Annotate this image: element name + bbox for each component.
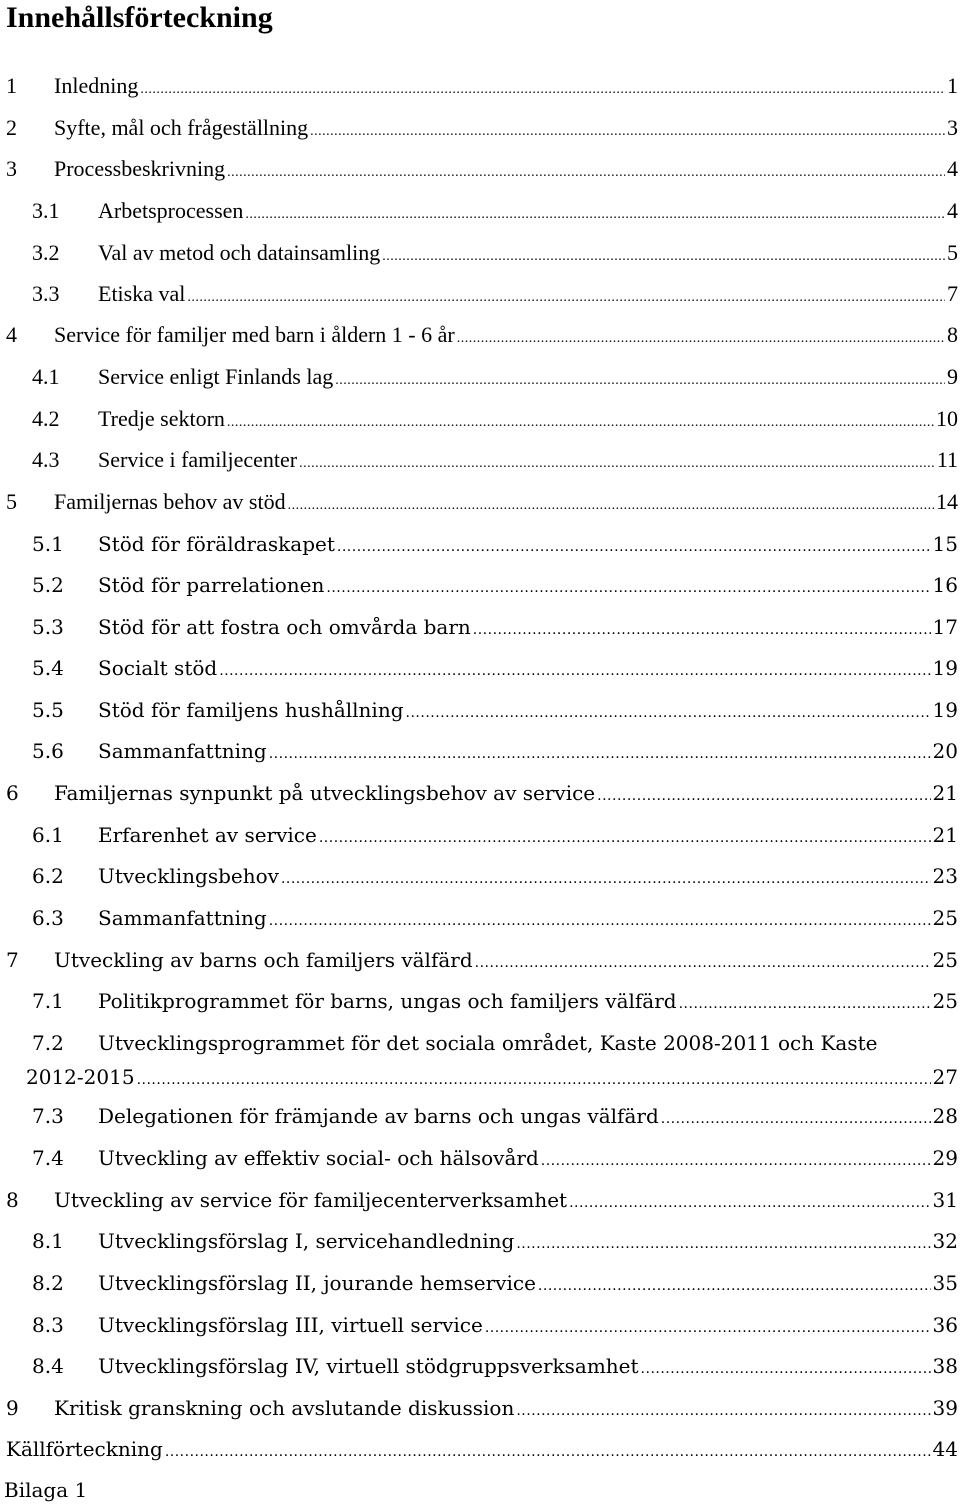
toc-dot-leader <box>140 75 945 105</box>
toc-entry[interactable] <box>6 820 958 850</box>
toc-entry[interactable] <box>6 279 958 309</box>
toc-entry-page-number: 19 <box>932 698 958 722</box>
toc-entry-line <box>98 903 958 933</box>
toc-entry-line <box>54 113 958 143</box>
toc-dot-leader <box>485 1313 931 1343</box>
toc-entry-number: 7.1 <box>32 989 64 1013</box>
toc-entry-label: Stöd för föräldraskapet <box>98 532 335 556</box>
toc-entry-line <box>54 1393 958 1423</box>
toc-entry-label: 2012-2015 <box>26 1065 135 1089</box>
toc-entry-line <box>54 1185 958 1215</box>
toc-entry[interactable] <box>6 861 958 891</box>
toc-entry-page-number: 35 <box>932 1271 958 1295</box>
toc-entry[interactable] <box>6 695 958 725</box>
toc-entry-page-number: 27 <box>932 1065 958 1089</box>
toc-entry-line <box>6 1434 958 1464</box>
toc-entry-line <box>98 1351 958 1381</box>
toc-entry[interactable] <box>6 570 958 600</box>
toc-entry-number: 3.3 <box>32 281 60 306</box>
toc-entry-number: 8.4 <box>32 1354 64 1378</box>
toc-dot-leader <box>165 1437 931 1467</box>
toc-dot-leader <box>219 656 930 686</box>
toc-entry-page-number: 32 <box>932 1229 958 1253</box>
toc-entry-page-number: 19 <box>932 656 958 680</box>
toc-entry-line <box>98 570 958 600</box>
toc-entry-page-number: 3 <box>947 115 958 140</box>
toc-entry-page-number: 7 <box>947 281 958 306</box>
toc-entry-page-number: 25 <box>932 906 958 930</box>
toc-entry-number: 7.4 <box>32 1146 64 1170</box>
toc-entry-label: Service i familjecenter <box>98 447 298 472</box>
toc-entry-number: 8 <box>6 1188 19 1212</box>
toc-entry-line <box>54 487 958 517</box>
toc-entry-label: Utvecklingsbehov <box>98 864 279 888</box>
toc-entry-line <box>54 71 958 101</box>
toc-entry[interactable] <box>6 1434 958 1464</box>
toc-dot-leader <box>281 864 931 894</box>
toc-entry-number: 7.3 <box>32 1104 64 1128</box>
toc-entry-line <box>98 736 958 766</box>
toc-entry-label: Erfarenhet av service <box>98 823 317 847</box>
toc-entry-label: Delegationen för främjande av barns och ungas välfärd <box>98 1104 659 1128</box>
toc-entry-line <box>54 320 958 350</box>
toc-entry-line <box>98 861 958 891</box>
toc-entry-line <box>98 612 958 642</box>
toc-entry-page-number: 4 <box>947 156 958 181</box>
toc-dot-leader <box>541 1146 931 1176</box>
toc-entry-number: 8.2 <box>32 1271 64 1295</box>
toc-entry[interactable] <box>6 653 958 683</box>
toc-dot-leader <box>245 200 945 230</box>
toc-entry[interactable] <box>6 903 958 933</box>
toc-entry-label: Inledning <box>54 73 139 98</box>
toc-dot-leader <box>516 1396 930 1426</box>
toc-dot-leader <box>227 408 934 438</box>
toc-entry-number: 5.4 <box>32 656 64 680</box>
toc-entry-page-number: 15 <box>932 532 958 556</box>
toc-entry-number: 3.1 <box>32 198 60 223</box>
toc-entry-label: Tredje sektorn <box>98 406 225 431</box>
toc-entry-line <box>98 986 958 1016</box>
toc-entry-number: 5.5 <box>32 698 64 722</box>
toc-entry-number: 6.1 <box>32 823 64 847</box>
toc-entry-label: Källförteckning <box>6 1437 163 1461</box>
toc-entry-number: 6 <box>6 781 19 805</box>
toc-entry-line <box>98 196 958 226</box>
toc-entry-line <box>98 445 958 475</box>
toc-entry-label: Stöd för parrelationen <box>98 573 325 597</box>
toc-entry-page-number: 25 <box>932 989 958 1013</box>
toc-entry-label: Service enligt Finlands lag <box>98 364 334 389</box>
toc-entry[interactable] <box>6 1393 958 1423</box>
toc-entry[interactable] <box>6 362 958 392</box>
toc-entry-line <box>98 279 958 309</box>
toc-entry-number: 8.1 <box>32 1229 64 1253</box>
toc-dot-leader <box>516 1229 930 1259</box>
toc-dot-leader <box>319 823 931 853</box>
toc-entry-line <box>98 404 958 434</box>
toc-dot-leader <box>269 906 931 936</box>
toc-entry-line <box>54 154 958 184</box>
toc-entry-label: Utveckling av barns och familjers välfärd <box>54 948 473 972</box>
toc-entry-page-number: 23 <box>932 864 958 888</box>
toc-entry[interactable] <box>6 113 958 143</box>
toc-entry-page-number: 9 <box>947 364 958 389</box>
toc-entry-number: 6.2 <box>32 864 64 888</box>
toc-entry-number: 4.1 <box>32 364 60 389</box>
toc-entry[interactable] <box>6 1226 958 1256</box>
toc-entry-line <box>98 362 958 392</box>
toc-dot-leader <box>288 491 934 521</box>
toc-entry[interactable] <box>6 1268 958 1298</box>
toc-entry-line <box>98 238 958 268</box>
appendix-label: Bilaga 1 <box>4 1478 88 1502</box>
toc-dot-leader <box>538 1271 931 1301</box>
toc-entry-page-number: 31 <box>932 1188 958 1212</box>
toc-entry-page-number: 8 <box>947 322 958 347</box>
toc-dot-leader <box>597 781 930 811</box>
toc-entry[interactable] <box>6 986 958 1016</box>
toc-entry-number: 5.2 <box>32 573 64 597</box>
toc-entry-line <box>98 820 958 850</box>
toc-entry-label: Utvecklingsförslag II, jourande hemservice <box>98 1271 536 1295</box>
toc-entry-page-number: 4 <box>947 198 958 223</box>
toc-entry-number: 6.3 <box>32 906 64 930</box>
toc-entry[interactable] <box>6 1028 958 1092</box>
toc-dot-leader <box>137 1065 931 1095</box>
toc-entry[interactable] <box>6 945 958 975</box>
toc-dot-leader <box>326 573 930 603</box>
toc-entry[interactable] <box>6 154 958 184</box>
toc-entry[interactable] <box>6 445 958 475</box>
toc-dot-leader <box>406 698 931 728</box>
toc-entry-label: Utvecklingsförslag I, servicehandledning <box>98 1229 515 1253</box>
toc-entry-page-number: 11 <box>936 447 958 472</box>
toc-entry[interactable] <box>6 320 958 350</box>
toc-entry[interactable] <box>6 1351 958 1381</box>
toc-entry-page-number: 38 <box>932 1354 958 1378</box>
toc-dot-leader <box>227 158 945 188</box>
toc-entry-label: Kritisk granskning och avslutande diskussion <box>54 1396 515 1420</box>
toc-entry-label: Arbetsprocessen <box>98 198 244 223</box>
toc-entry[interactable] <box>6 487 958 517</box>
toc-entry[interactable] <box>6 196 958 226</box>
toc-entry-number: 5.6 <box>32 739 64 763</box>
toc-entry[interactable] <box>6 778 958 808</box>
toc-dot-leader <box>269 739 931 769</box>
toc-entry-page-number: 39 <box>932 1396 958 1420</box>
toc-entry-label: Service för familjer med barn i åldern 1 - 6 år <box>54 322 455 347</box>
toc-entry-label: Syfte, mål och frågeställning <box>54 115 309 140</box>
toc-entry[interactable] <box>6 404 958 434</box>
toc-entry-page-number: 17 <box>932 615 958 639</box>
toc-entry-label: Stöd för familjens hushållning <box>98 698 404 722</box>
toc-entry-line <box>98 1101 958 1131</box>
toc-entry-number: 5.1 <box>32 532 64 556</box>
toc-entry-number: 9 <box>6 1396 19 1420</box>
toc-entry-line <box>54 945 958 975</box>
toc-entry-number: 8.3 <box>32 1313 64 1337</box>
toc-entry-line <box>98 695 958 725</box>
toc-entry-number: 3 <box>6 156 17 181</box>
toc-entry-page-number: 10 <box>936 406 958 431</box>
toc-dot-leader <box>299 449 935 479</box>
toc-entry-page-number: 16 <box>932 573 958 597</box>
toc-dot-leader <box>569 1188 930 1218</box>
toc-entry-page-number: 25 <box>932 948 958 972</box>
toc-entry-label-line1: Utvecklingsprogrammet för det sociala området, Kaste 2008-2011 och Kaste <box>98 1031 878 1055</box>
toc-entry-number: 2 <box>6 115 17 140</box>
toc-entry[interactable] <box>6 1143 958 1173</box>
toc-entry-page-number: 21 <box>932 781 958 805</box>
toc-entry-number: 3.2 <box>32 240 60 265</box>
toc-entry-page-number: 29 <box>932 1146 958 1170</box>
toc-entry-label: Processbeskrivning <box>54 156 226 181</box>
toc-entry[interactable] <box>6 238 958 268</box>
toc-entry[interactable] <box>6 612 958 642</box>
toc-dot-leader <box>475 948 931 978</box>
toc-entry[interactable] <box>6 1101 958 1131</box>
toc-entry-label: Familjernas behov av stöd <box>54 489 286 514</box>
page-title: Innehållsförteckning <box>6 1 273 34</box>
toc-dot-leader <box>457 324 945 354</box>
toc-entry-line <box>54 778 958 808</box>
toc-dot-leader <box>473 615 931 645</box>
toc-entry-number: 4.3 <box>32 447 60 472</box>
toc-entry-label: Etiska val <box>98 281 186 306</box>
toc-entry-page-number: 44 <box>932 1437 958 1461</box>
toc-dot-leader <box>679 989 931 1019</box>
toc-dot-leader <box>337 532 931 562</box>
toc-entry-line <box>98 529 958 559</box>
toc-entry-line <box>98 653 958 683</box>
toc-entry-label: Familjernas synpunkt på utvecklingsbehov av service <box>54 781 596 805</box>
toc-entry-page-number: 1 <box>947 73 958 98</box>
toc-entry-label: Politikprogrammet för barns, ungas och familjers välfärd <box>98 989 677 1013</box>
toc-entry-page-number: 28 <box>932 1104 958 1128</box>
toc-entry-page-number: 14 <box>936 489 958 514</box>
toc-entry-line <box>98 1268 958 1298</box>
toc-dot-leader <box>187 283 945 313</box>
toc-entry-number: 7.2 <box>32 1031 64 1055</box>
toc-dot-leader <box>641 1354 931 1384</box>
toc-entry-page-number: 5 <box>947 240 958 265</box>
toc-entry-number: 1 <box>6 73 17 98</box>
toc-entry-number: 5.3 <box>32 615 64 639</box>
toc-entry-label: Sammanfattning <box>98 906 267 930</box>
toc-entry[interactable] <box>6 1310 958 1340</box>
toc-entry-page-number: 21 <box>932 823 958 847</box>
toc-entry-number: 4 <box>6 322 17 347</box>
toc-dot-leader <box>661 1104 931 1134</box>
toc-entry-number: 7 <box>6 948 19 972</box>
toc-entry-line <box>98 1226 958 1256</box>
toc-entry-number: 4.2 <box>32 406 60 431</box>
toc-entry-label: Sammanfattning <box>98 739 267 763</box>
toc-dot-leader <box>310 117 945 147</box>
toc-entry-page-number: 20 <box>932 739 958 763</box>
toc-entry-number: 5 <box>6 489 17 514</box>
toc-entry-label: Utvecklingsförslag III, virtuell service <box>98 1313 483 1337</box>
toc-entry-label: Utveckling av service för familjecenterverksamhet <box>54 1188 568 1212</box>
toc-entry-line <box>98 1310 958 1340</box>
toc-entry[interactable] <box>6 529 958 559</box>
toc-entry-label: Stöd för att fostra och omvårda barn <box>98 615 471 639</box>
toc-entry-page-number: 36 <box>932 1313 958 1337</box>
toc-dot-leader <box>335 366 945 396</box>
toc-entry-label: Utvecklingsförslag IV, virtuell stödgruppsverksamhet <box>98 1354 639 1378</box>
toc-entry-label: Socialt stöd <box>98 656 218 680</box>
toc-entry-line <box>98 1143 958 1173</box>
toc-entry[interactable] <box>6 736 958 766</box>
toc-entry-label: Utveckling av effektiv social- och hälsovård <box>98 1146 539 1170</box>
toc-dot-leader <box>382 242 945 272</box>
toc-entry[interactable] <box>6 1185 958 1215</box>
toc-entry[interactable] <box>6 71 958 101</box>
toc-entry-line <box>26 1062 958 1092</box>
toc-entry-label: Val av metod och datainsamling <box>98 240 381 265</box>
